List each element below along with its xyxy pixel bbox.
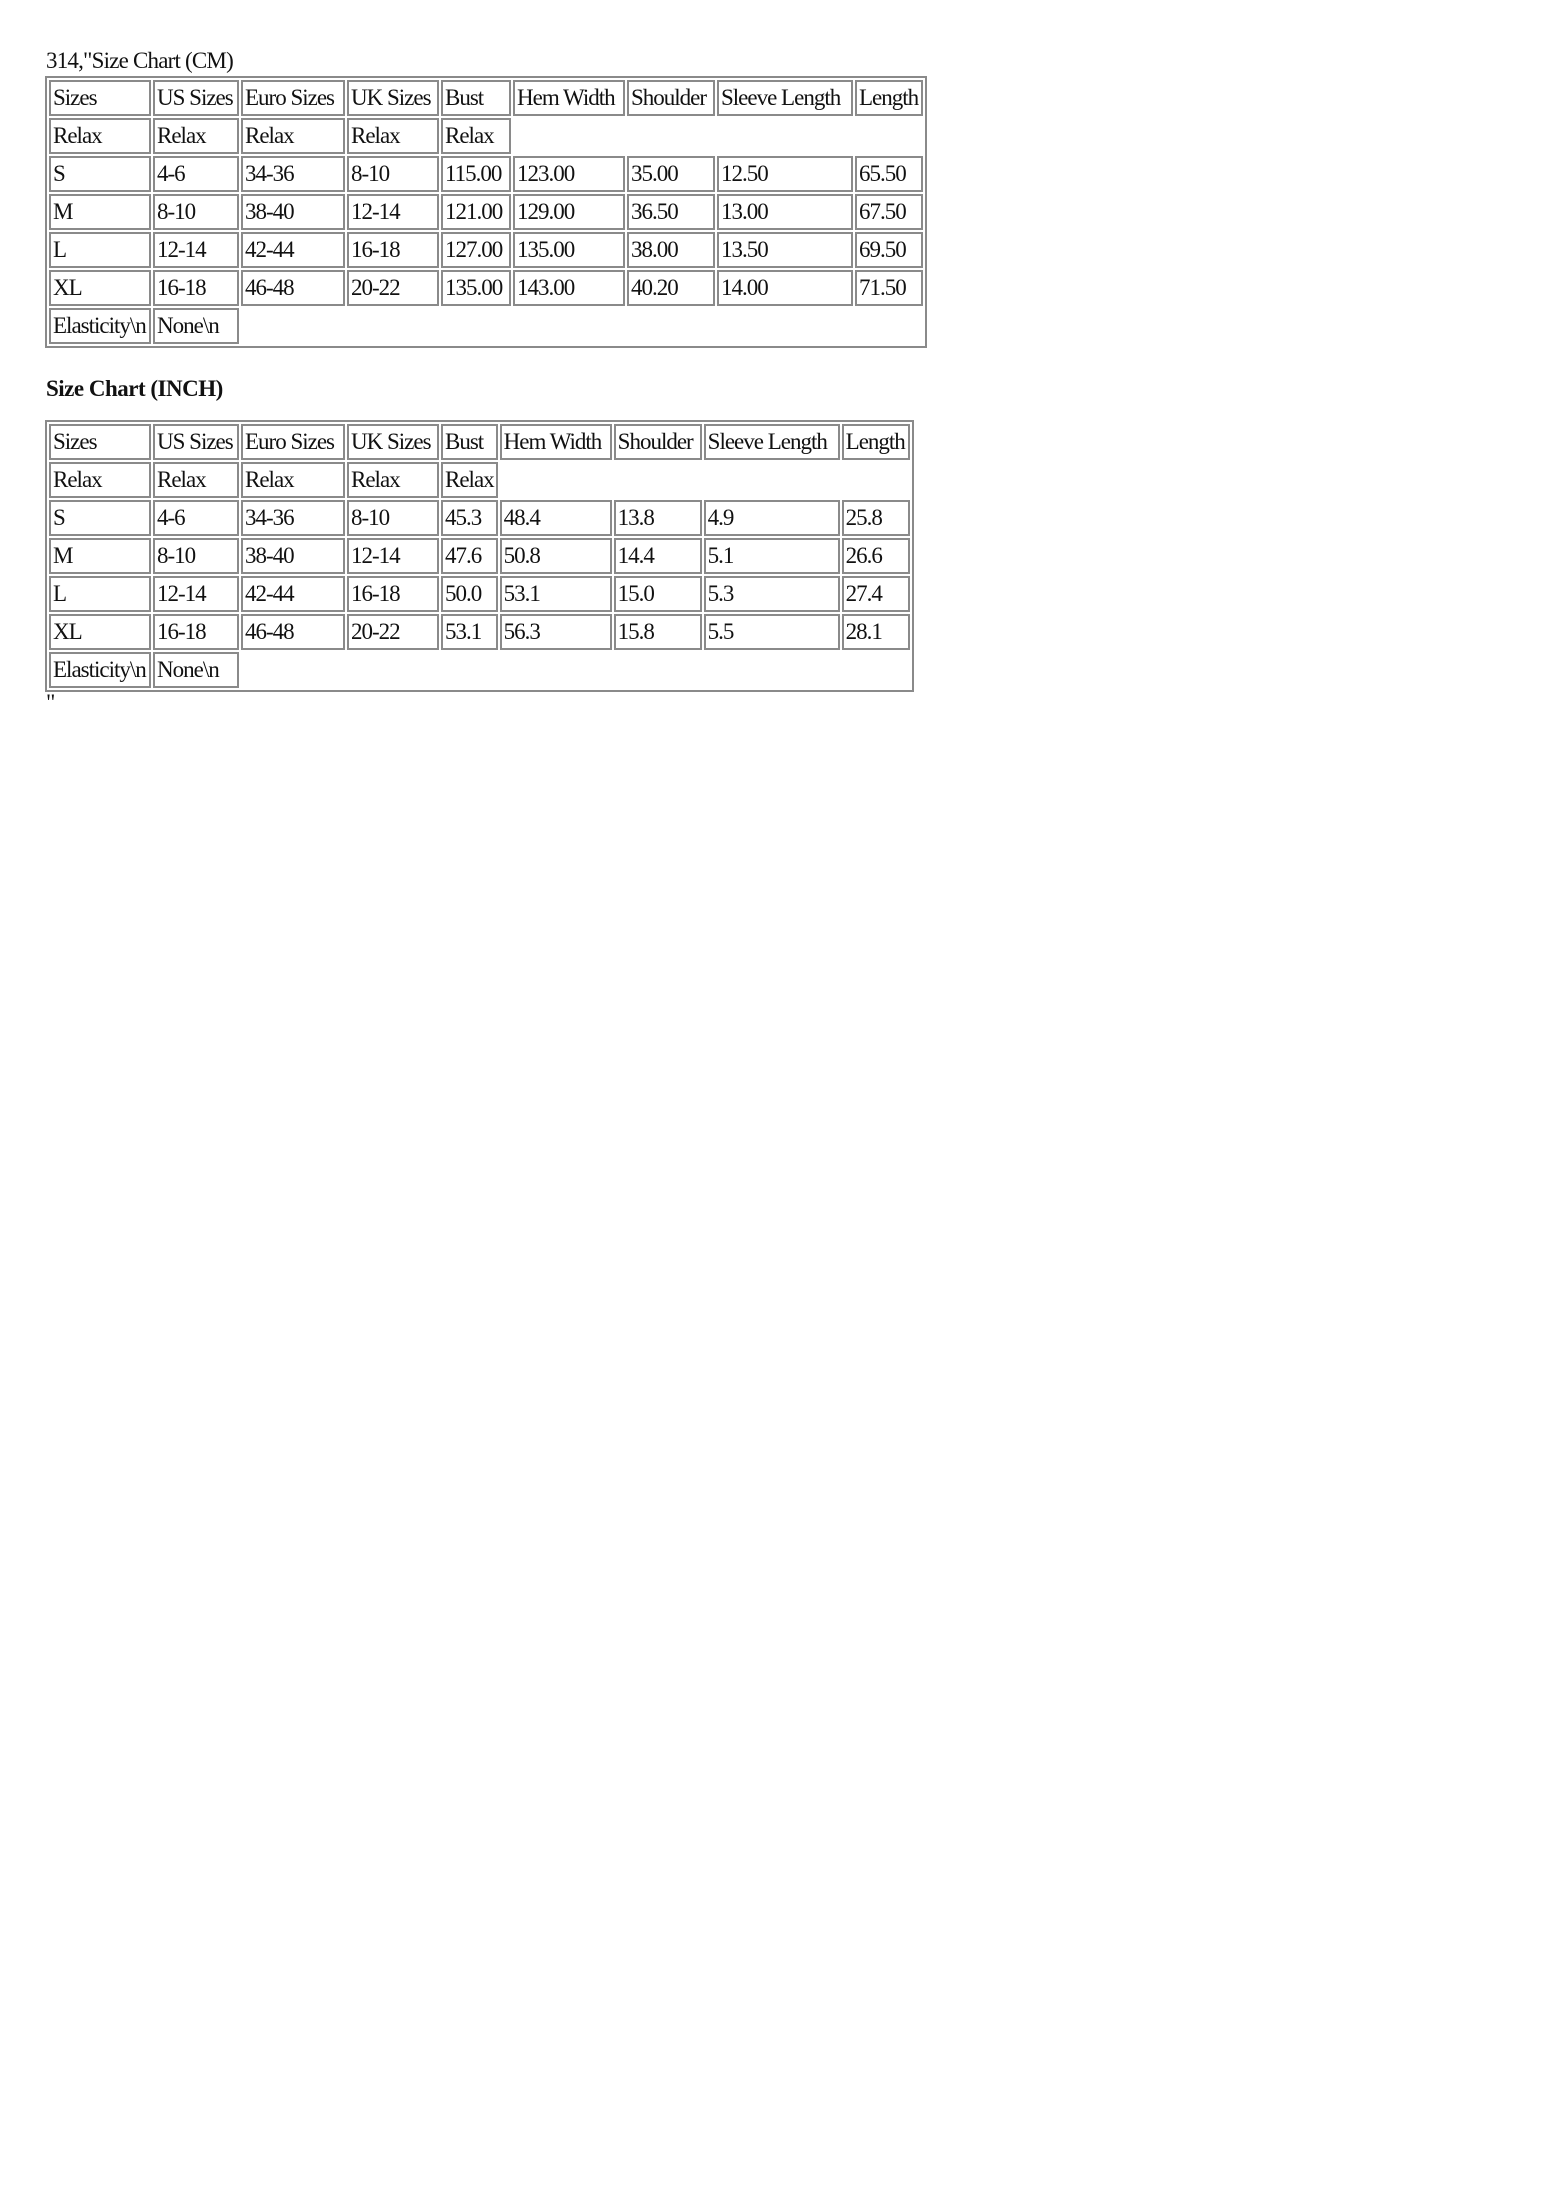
elasticity-row: [49, 308, 923, 344]
table-cell: 4-6: [153, 156, 239, 192]
table-cell: Sizes: [49, 424, 151, 460]
table-cell: Sleeve Length: [717, 80, 853, 116]
table-cell: 14.00: [717, 270, 853, 306]
table-cell: 13.00: [717, 194, 853, 230]
table-cell: Relax: [347, 462, 439, 498]
table-cell: 15.8: [614, 614, 702, 650]
table-cell: Relax: [441, 462, 498, 498]
header-row: [49, 80, 923, 116]
table-cell: 50.0: [441, 576, 498, 612]
table-cell: 12-14: [153, 576, 239, 612]
table-cell: 47.6: [441, 538, 498, 574]
table-cell: 135.00: [513, 232, 625, 268]
table-cell: 38.00: [627, 232, 715, 268]
table-cell: 25.8: [842, 500, 910, 536]
table-cell: Shoulder: [627, 80, 715, 116]
table-row: [49, 538, 910, 574]
relax-row: [49, 462, 910, 498]
table-row: [49, 156, 923, 192]
table-cell: Relax: [241, 118, 345, 154]
table-cell: 26.6: [842, 538, 910, 574]
table-cell: 14.4: [614, 538, 702, 574]
table-cell: Relax: [49, 462, 151, 498]
table-cell: 38-40: [241, 194, 345, 230]
table-cell: 42-44: [241, 232, 345, 268]
table-cell: 8-10: [153, 194, 239, 230]
table-cell: 13.50: [717, 232, 853, 268]
table-cell: 16-18: [153, 270, 239, 306]
table-cell: Length: [842, 424, 910, 460]
table-cell: Relax: [153, 462, 239, 498]
table-cell: 15.0: [614, 576, 702, 612]
table-cell: XL: [49, 614, 151, 650]
inch-size-table: [45, 420, 914, 692]
table-row: [49, 194, 923, 230]
table-cell: L: [49, 232, 151, 268]
table-cell: Elasticity\n: [49, 308, 151, 344]
table-cell: 123.00: [513, 156, 625, 192]
table-cell: Elasticity\n: [49, 652, 151, 688]
table-cell: 69.50: [855, 232, 923, 268]
table-cell: 34-36: [241, 156, 345, 192]
table-cell: 50.8: [500, 538, 612, 574]
table-cell: Bust: [441, 80, 511, 116]
empty-cell: [241, 652, 910, 688]
table-cell: 38-40: [241, 538, 345, 574]
table-cell: 16-18: [347, 576, 439, 612]
table-cell: 20-22: [347, 270, 439, 306]
table-cell: 5.5: [704, 614, 840, 650]
table-cell: Shoulder: [614, 424, 702, 460]
document-page: [46, 46, 927, 714]
table-cell: 129.00: [513, 194, 625, 230]
table-cell: US Sizes: [153, 80, 239, 116]
table-cell: 12-14: [347, 194, 439, 230]
table-cell: Bust: [441, 424, 498, 460]
table-cell: 27.4: [842, 576, 910, 612]
table-cell: Relax: [441, 118, 511, 154]
header-row: [49, 424, 910, 460]
table-cell: Euro Sizes: [241, 80, 345, 116]
elasticity-row: [49, 652, 910, 688]
table-cell: 115.00: [441, 156, 511, 192]
table-cell: 4.9: [704, 500, 840, 536]
table-row: [49, 232, 923, 268]
empty-cell: [241, 308, 923, 344]
table-row: [49, 270, 923, 306]
table-cell: 13.8: [614, 500, 702, 536]
table-cell: L: [49, 576, 151, 612]
table-cell: None\n: [153, 652, 239, 688]
table-cell: 135.00: [441, 270, 511, 306]
relax-row: [49, 118, 923, 154]
table-cell: 16-18: [153, 614, 239, 650]
table-cell: 127.00: [441, 232, 511, 268]
table-cell: 56.3: [500, 614, 612, 650]
cm-size-table: [45, 76, 927, 348]
table-cell: Sizes: [49, 80, 151, 116]
table-cell: Relax: [49, 118, 151, 154]
empty-cell: [500, 462, 910, 498]
table-cell: 28.1: [842, 614, 910, 650]
table-cell: 36.50: [627, 194, 715, 230]
table-cell: 35.00: [627, 156, 715, 192]
table-cell: Euro Sizes: [241, 424, 345, 460]
table-cell: Hem Width: [500, 424, 612, 460]
table-cell: 53.1: [441, 614, 498, 650]
table-cell: Relax: [347, 118, 439, 154]
empty-cell: [513, 118, 923, 154]
inch-chart-title: Size Chart (INCH): [46, 376, 223, 401]
table-cell: 40.20: [627, 270, 715, 306]
table-cell: 8-10: [153, 538, 239, 574]
table-cell: 5.1: [704, 538, 840, 574]
table-cell: 42-44: [241, 576, 345, 612]
table-cell: 12-14: [153, 232, 239, 268]
table-cell: 71.50: [855, 270, 923, 306]
table-cell: 12-14: [347, 538, 439, 574]
table-cell: 143.00: [513, 270, 625, 306]
table-cell: 65.50: [855, 156, 923, 192]
table-cell: Relax: [153, 118, 239, 154]
table-cell: 67.50: [855, 194, 923, 230]
table-cell: M: [49, 538, 151, 574]
table-cell: Sleeve Length: [704, 424, 840, 460]
table-cell: Relax: [241, 462, 345, 498]
table-cell: 53.1: [500, 576, 612, 612]
table-row: [49, 576, 910, 612]
table-cell: 48.4: [500, 500, 612, 536]
cm-chart-title: 314,"Size Chart (CM): [46, 48, 233, 73]
table-cell: Length: [855, 80, 923, 116]
table-cell: 8-10: [347, 500, 439, 536]
table-cell: US Sizes: [153, 424, 239, 460]
table-row: [49, 614, 910, 650]
table-cell: 46-48: [241, 270, 345, 306]
table-cell: UK Sizes: [347, 424, 439, 460]
table-cell: 121.00: [441, 194, 511, 230]
table-cell: UK Sizes: [347, 80, 439, 116]
table-cell: None\n: [153, 308, 239, 344]
table-cell: M: [49, 194, 151, 230]
table-cell: S: [49, 500, 151, 536]
table-cell: 46-48: [241, 614, 345, 650]
table-cell: 12.50: [717, 156, 853, 192]
closing-quote: ": [46, 690, 56, 715]
table-cell: Hem Width: [513, 80, 625, 116]
table-cell: 45.3: [441, 500, 498, 536]
table-cell: XL: [49, 270, 151, 306]
table-cell: 34-36: [241, 500, 345, 536]
table-cell: S: [49, 156, 151, 192]
table-cell: 16-18: [347, 232, 439, 268]
table-cell: 8-10: [347, 156, 439, 192]
table-cell: 20-22: [347, 614, 439, 650]
table-cell: 5.3: [704, 576, 840, 612]
table-cell: 4-6: [153, 500, 239, 536]
table-row: [49, 500, 910, 536]
